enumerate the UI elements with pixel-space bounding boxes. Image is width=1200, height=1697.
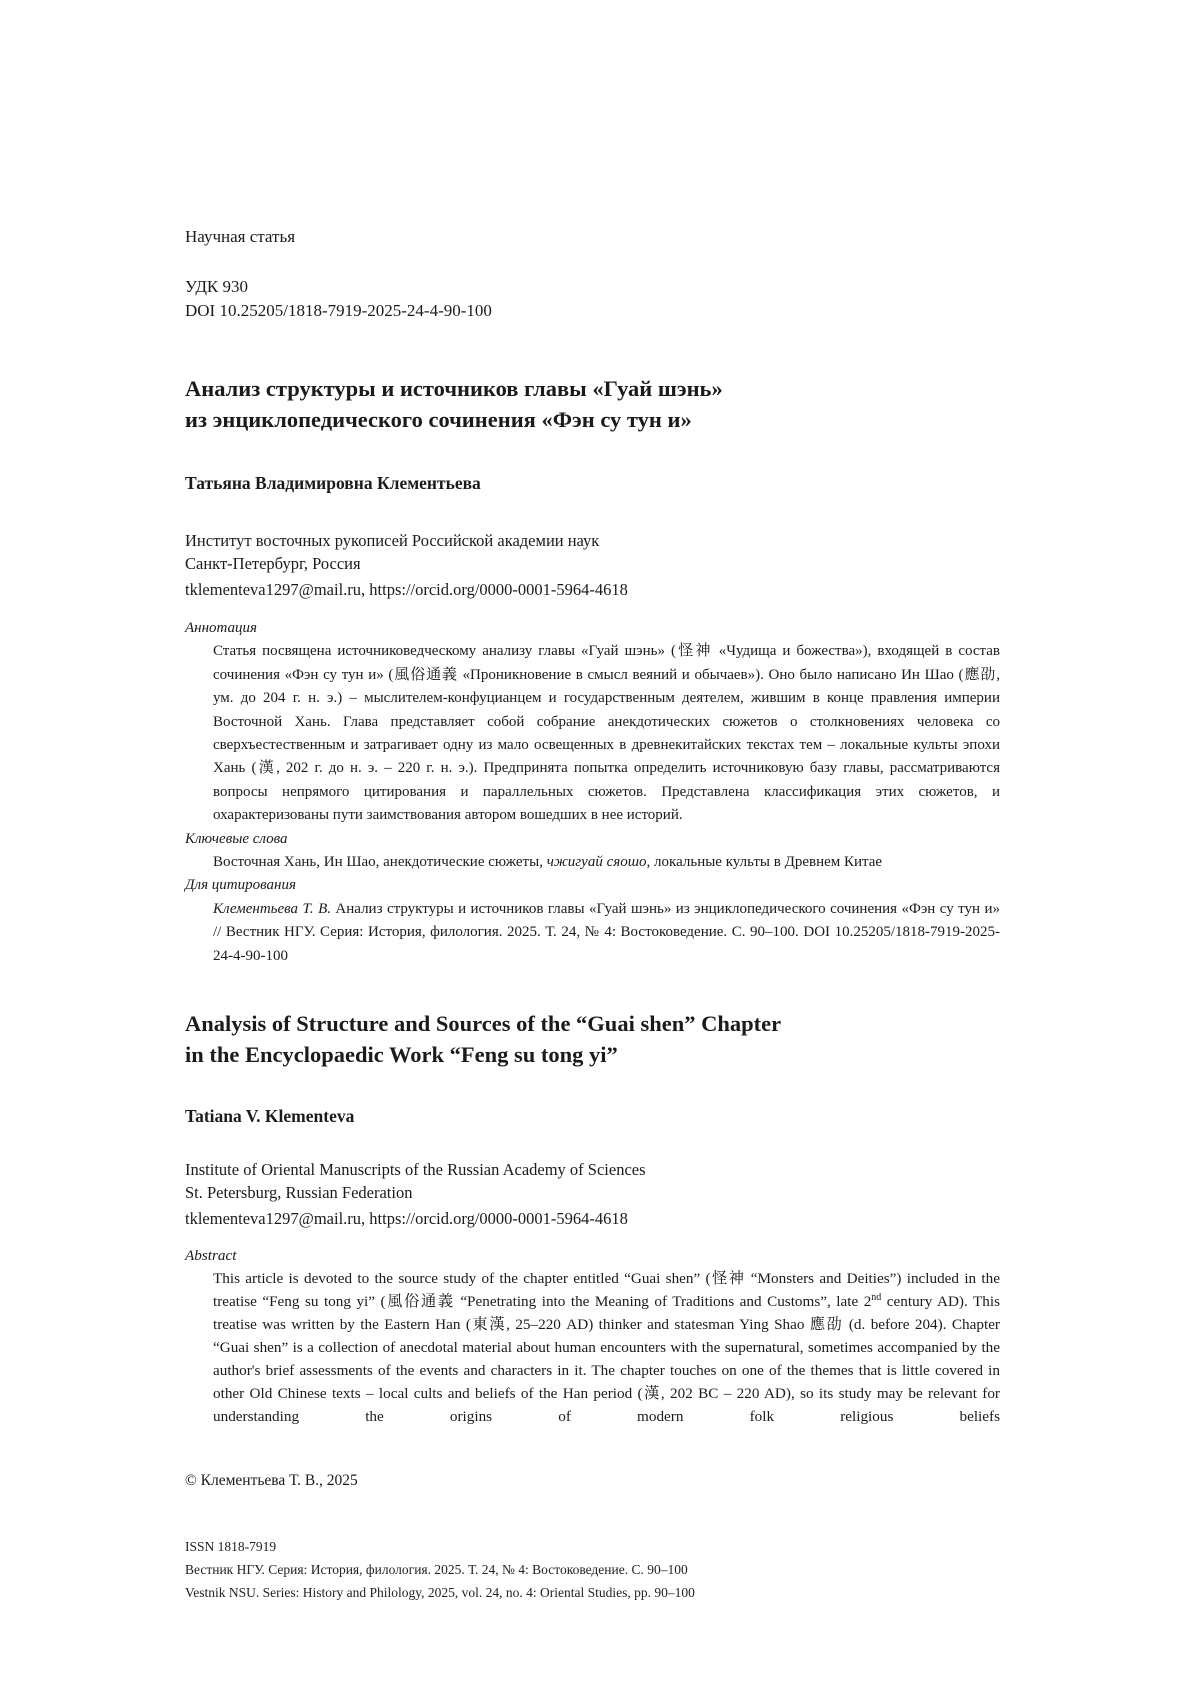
russian-abstract-heading: Аннотация bbox=[185, 620, 258, 636]
english-affiliation-city: St. Petersburg, Russian Federation bbox=[185, 1183, 413, 1203]
russian-affiliation-city: Санкт-Петербург, Россия bbox=[185, 554, 361, 573]
russian-contact-line: tklementeva1297@mail.ru, https://orcid.org/0000-0001-5964-4618 bbox=[185, 580, 628, 599]
russian-title bbox=[185, 373, 1000, 435]
udc-doi-block bbox=[185, 275, 1000, 323]
english-abstract-section bbox=[185, 1244, 1000, 1428]
english-title-line2: in the Encyclopaedic Work “Feng su tong yi” bbox=[185, 1042, 618, 1068]
russian-affiliation bbox=[185, 529, 1000, 575]
journal-reference-en: Vestnik NSU. Series: History and Philology, 2025, vol. 24, no. 4: Oriental Studies, pp. 90–100 bbox=[185, 1585, 695, 1600]
citation-body: Анализ структуры и источников главы «Гуай шэнь» из энциклопедического сочинения «Фэн су тун и» // Вестник НГУ. Серия: История, филология. 2025. Т. 24, № 4: Востоковедение. С. 90–100. DOI 10.25205/1818-7919-2025-24-4-90-100 bbox=[213, 900, 1000, 964]
issn-line: ISSN 1818-7919 bbox=[185, 1539, 277, 1554]
russian-author-name: Татьяна Владимировна Клементьева bbox=[185, 473, 481, 493]
article-type-label: Научная статья bbox=[185, 227, 296, 246]
russian-keywords-line bbox=[213, 851, 1000, 874]
russian-keywords-heading: Ключевые слова bbox=[185, 830, 288, 847]
copyright-line: © Клементьева Т. В., 2025 bbox=[185, 1472, 358, 1489]
citation-author-italic: Клементьева Т. В. bbox=[213, 900, 331, 917]
english-affiliation-institute: Institute of Oriental Manuscripts of the Russian Academy of Sciences bbox=[185, 1160, 646, 1180]
russian-abstract-text: Статья посвящена источниковедческому анализу главы «Гуай шэнь» (怪神 «Чудища и божества»), входящей в состав сочинения «Фэн су тун и» (風俗通義 «Проникновение в смысл веяний и обычаев»). Оно было написано Ин Шао (應劭, ум. до 204 г. н. э.) – мыслителем-конфуцианцем и государственным деятелем, жившим в конце правления империи Восточной Хань. Глава представляет собой собрание анекдотических сюжетов о столкновениях человека со сверхъестественным и затрагивает одну из мало освещенных в древнекитайских текстах тем – локальные культы эпохи Хань (漢, 202 г. до н. э. – 220 г. н. э.). Предпринята попытка определить источниковую базу главы, рассматриваются вопросы непрямого цитирования и параллельных сюжетов. Представлена классификация этих сюжетов, и охарактеризованы пути заимствования автором вошедших в нее историй. bbox=[213, 643, 1000, 824]
russian-citation-text bbox=[213, 898, 1000, 968]
english-contact-line: tklementeva1297@mail.ru, https://orcid.org/0000-0001-5964-4618 bbox=[185, 1209, 628, 1229]
english-affiliation bbox=[185, 1158, 1000, 1204]
english-abstract-text bbox=[213, 1267, 1000, 1428]
journal-footer bbox=[185, 1535, 695, 1604]
russian-citation-heading: Для цитирования bbox=[185, 877, 296, 894]
russian-title-line1: Анализ структуры и источников главы «Гуай шэнь» bbox=[185, 376, 723, 401]
english-title-line1: Analysis of Structure and Sources of the “Guai shen” Chapter bbox=[185, 1011, 782, 1037]
russian-abstract-section bbox=[185, 617, 1000, 968]
keywords-part2: , локальные культы в Древнем Китае bbox=[646, 854, 883, 871]
english-author-name: Tatiana V. Klementeva bbox=[185, 1106, 355, 1127]
russian-title-line2: из энциклопедического сочинения «Фэн су тун и» bbox=[185, 407, 692, 432]
doi-line: DOI 10.25205/1818-7919-2025-24-4-90-100 bbox=[185, 301, 492, 320]
russian-affiliation-institute: Институт восточных рукописей Российской академии наук bbox=[185, 531, 600, 550]
english-title bbox=[185, 1008, 1000, 1070]
abstract-part2: century AD). This treatise was written by the Eastern Han (東漢, 25–220 AD) thinker and statesman Ying Shao 應劭 (d. before 204). Chapter “Guai shen” is a collection of anecdotal material about human encounters with the supernatural, sometimes accompanied by the author's brief assessments of the events and characters in it. The chapter touches on one of the themes that is little covered in other Old Chinese texts – local cults and beliefs of the Han period (漢, 202 BC – 220 AD), so its study may be relevant for understanding the origins of modern folk religious beliefs bbox=[213, 1293, 1001, 1426]
udc-code: УДК 930 bbox=[185, 277, 249, 296]
ordinal-superscript: nd bbox=[871, 1292, 882, 1304]
journal-reference-ru: Вестник НГУ. Серия: История, филология. 2025. Т. 24, № 4: Востоковедение. С. 90–100 bbox=[185, 1562, 688, 1577]
english-abstract-heading: Abstract bbox=[185, 1247, 237, 1265]
abstract-part1: This article is devoted to the source study of the chapter entitled “Guai shen” (怪神 “Monsters and Deities”) included in the treatise “Feng su tong yi” (風俗通義 “Penetrating into the Meaning of Traditions and Customs”, late 2 bbox=[213, 1270, 1000, 1311]
keywords-part1: Восточная Хань, Ин Шао, анекдотические сюжеты, bbox=[213, 854, 547, 871]
keywords-term-italic: чжигуай сяошо bbox=[546, 854, 647, 871]
